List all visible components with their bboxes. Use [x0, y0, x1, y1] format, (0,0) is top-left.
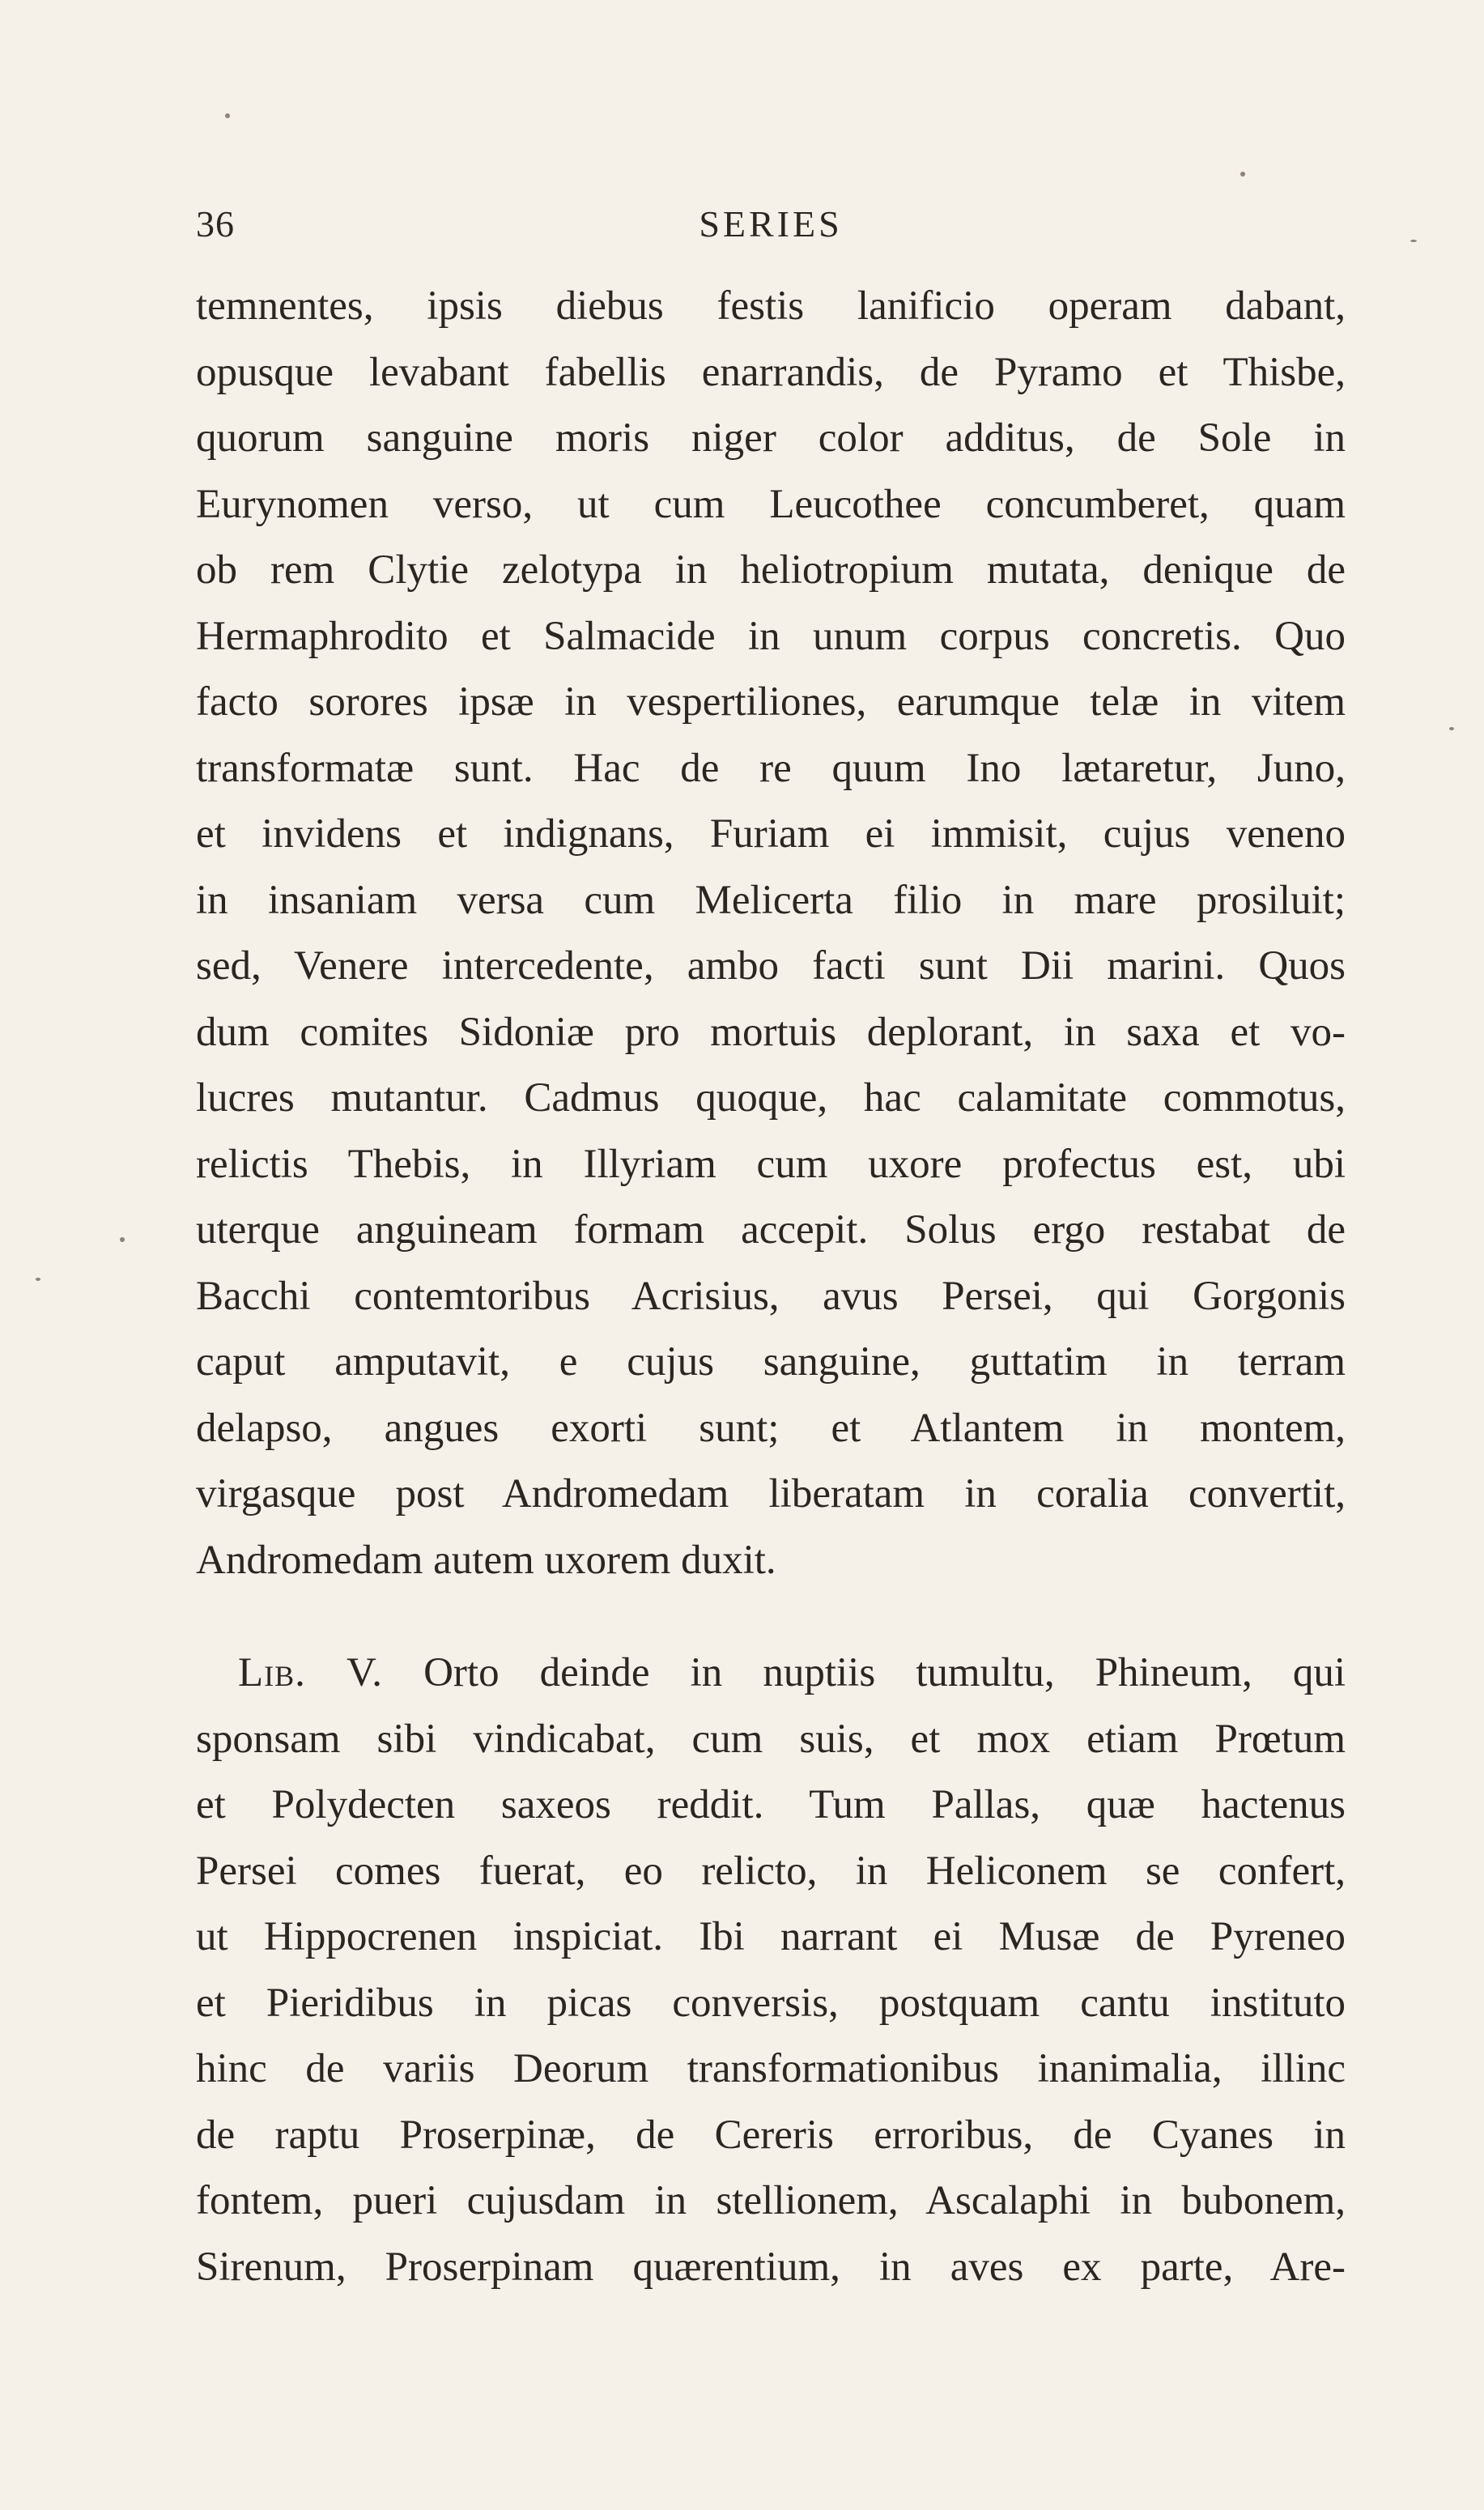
paragraph-1 [196, 274, 1346, 1593]
text-line: sponsam sibi vindicabat, cum suis, et mox etiam Prœtum [196, 1716, 1346, 1762]
text-line: opusque levabant fabellis enarrandis, de Pyramo et Thisbe, [196, 349, 1346, 395]
paper-speck [225, 113, 230, 118]
paper-speck [120, 1237, 125, 1242]
paper-speck [1449, 727, 1454, 730]
text-line-first [196, 1640, 1346, 1707]
text-line: virgasque post Andromedam liberatam in coralia convertit, [196, 1471, 1346, 1517]
running-head: SERIES [699, 203, 843, 245]
text-line: Hermaphrodito et Salmacide in unum corpus concretis. Quo [196, 613, 1346, 659]
body-text [196, 274, 1346, 2300]
text-line: in insaniam versa cum Melicerta filio in mare prosiluit; [196, 877, 1346, 923]
text-line: transformatæ sunt. Hac de re quum Ino lætaretur, Juno, [196, 745, 1346, 791]
paper-speck [1410, 240, 1417, 242]
text-line: dum comites Sidoniæ pro mortuis deplorant, in saxa et vo- [196, 1009, 1346, 1055]
text-line: lucres mutantur. Cadmus quoque, hac calamitate commotus, [196, 1075, 1346, 1121]
paragraph-gap [196, 1593, 1346, 1640]
text-line: et Polydecten saxeos reddit. Tum Pallas, quæ hactenus [196, 1782, 1346, 1827]
paragraph-2 [196, 1640, 1346, 2300]
text-line: caput amputavit, e cujus sanguine, guttatim in terram [196, 1339, 1346, 1385]
text-line: Eurynomen verso, ut cum Leucothee concumberet, quam [196, 481, 1346, 527]
text-line: relictis Thebis, in Illyriam cum uxore profectus est, ubi [196, 1141, 1346, 1187]
text-line: hinc de variis Deorum transformationibus inanimalia, illinc [196, 2046, 1346, 2091]
text-line: uterque anguineam formam accepit. Solus ergo restabat de [196, 1207, 1346, 1253]
paper-speck [1240, 172, 1245, 177]
text-line: sed, Venere intercedente, ambo facti sunt Dii marini. Quos [196, 943, 1346, 989]
page-header [196, 202, 1346, 259]
paper-speck [36, 1278, 40, 1281]
text-line: Bacchi contemtoribus Acrisius, avus Persei, qui Gorgonis [196, 1273, 1346, 1319]
text-line: et Pieridibus in picas conversis, postquam cantu instituto [196, 1980, 1346, 2026]
text-line: Sirenum, Proserpinam quærentium, in aves ex parte, Are- [196, 2244, 1346, 2290]
book-label: Lib. V. [238, 1650, 384, 1695]
text-line: ob rem Clytie zelotypa in heliotropium mutata, denique de [196, 547, 1346, 593]
page-number: 36 [196, 203, 235, 245]
text-line: Andromedam autem uxorem duxit. [196, 1537, 776, 1583]
text-line-first-rest: Orto deinde in nuptiis tumultu, Phineum, qui [423, 1650, 1346, 1695]
text-line: et invidens et indignans, Furiam ei immisit, cujus veneno [196, 811, 1346, 857]
text-line: fontem, pueri cujusdam in stellionem, Ascalaphi in bubonem, [196, 2178, 1346, 2223]
text-line: facto sorores ipsæ in vespertiliones, earumque telæ in vitem [196, 679, 1346, 725]
text-line: ut Hippocrenen inspiciat. Ibi narrant ei Musæ de Pyreneo [196, 1914, 1346, 1959]
text-line: quorum sanguine moris niger color additus, de Sole in [196, 415, 1346, 461]
text-line: Persei comes fuerat, eo relicto, in Heliconem se confert, [196, 1848, 1346, 1894]
text-line: de raptu Proserpinæ, de Cereris erroribus, de Cyanes in [196, 2112, 1346, 2158]
text-line: temnentes, ipsis diebus festis lanificio operam dabant, [196, 283, 1346, 329]
text-line: delapso, angues exorti sunt; et Atlantem in montem, [196, 1405, 1346, 1451]
